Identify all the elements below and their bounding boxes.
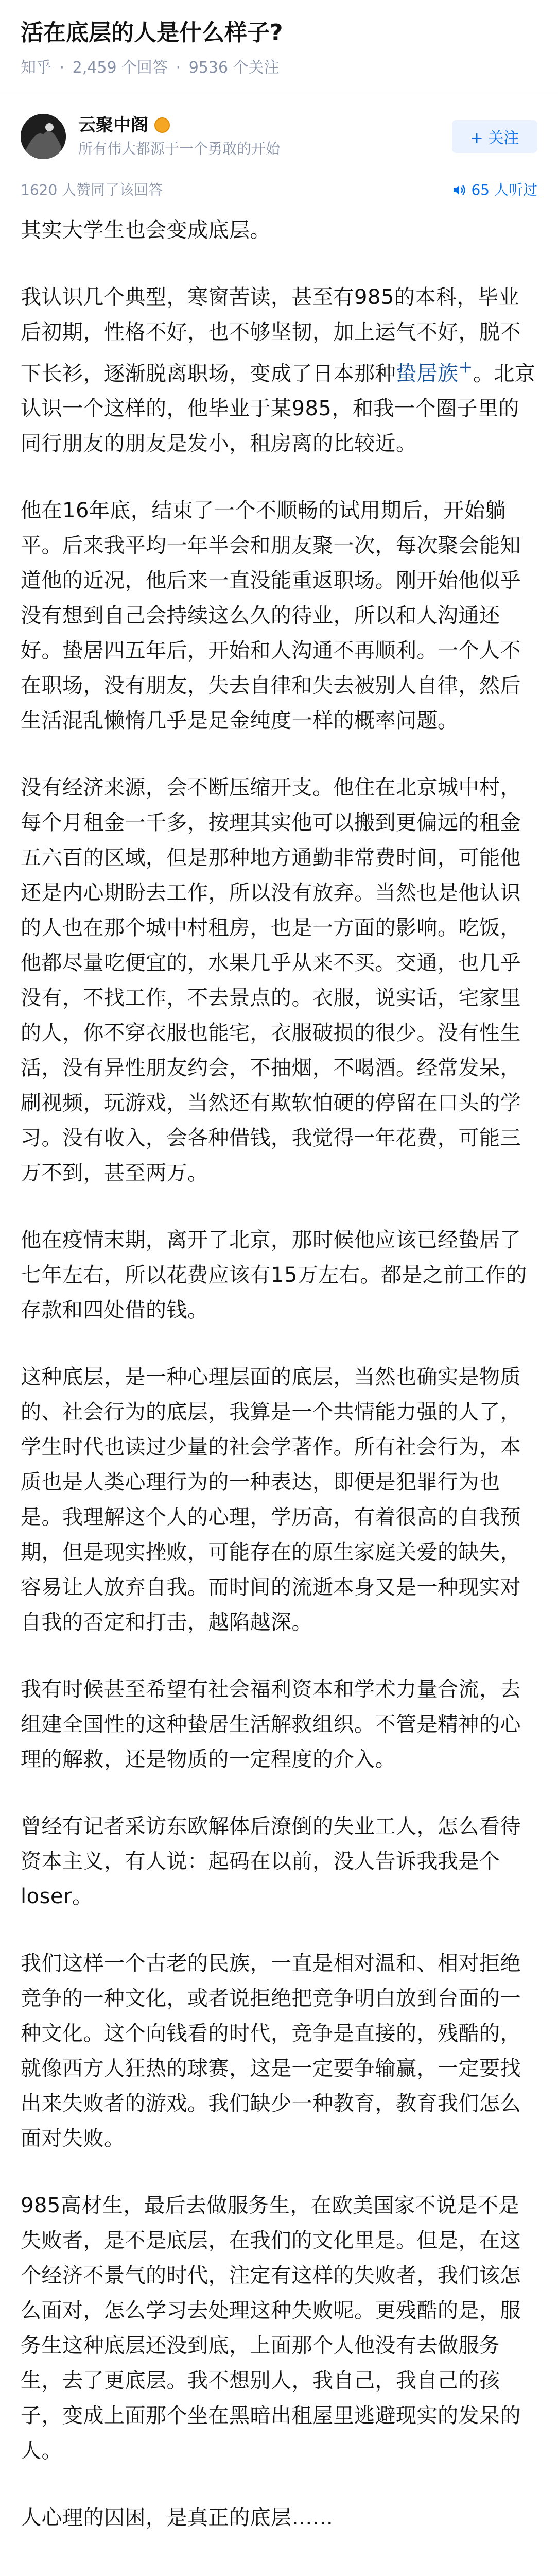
author-bio: 所有伟大都源于一个勇敢的开始: [78, 140, 281, 157]
answer-stats: [0, 165, 558, 200]
vote-count: 1620 人赞同了该回答: [21, 181, 163, 198]
answer-paragraph: [21, 280, 537, 461]
link-text: 蛰居族: [396, 362, 459, 386]
question-title[interactable]: 活在底层的人是什么样子?: [21, 20, 283, 46]
answer-paragraph: 曾经有记者采访东欧解体后潦倒的失业工人，怎么看待资本主义，有人说：起码在以前，没人告诉我我是个loser。: [21, 1815, 521, 1909]
avatar[interactable]: [21, 114, 66, 159]
answer-text: 。北京认识一个这样的，他毕业于某985，和我一个圈子里的同行朋友的朋友是发小，租房离的比较近。: [21, 362, 536, 456]
answer-paragraph: 其实大学生也会变成底层。: [21, 218, 271, 242]
listen-count: 65 人听过: [471, 181, 537, 198]
listen-button[interactable]: [451, 180, 537, 200]
answer-paragraph: 我们这样一个古老的民族，一直是相对温和、相对拒绝竞争的一种文化，或者说拒绝把竞争明白放到台面的一种文化。这个向钱看的时代，竞争是直接的，残酷的，就像西方人狂热的球赛，这是一定要争输赢，一定要找出来失败者的游戏。我们缺少一种教育，教育我们怎么面对失败。: [21, 1952, 521, 2151]
answer-paragraph: 这种底层，是一种心理层面的底层，当然也确实是物质的、社会行为的底层，我算是一个共情能力强的人了，学生时代也读过少量的社会学著作。所有社会行为，本质也是人类心理行为的一种表达，即便是犯罪行为也是。我理解这个人的心理，学历高，有着很高的自我预期，但是现实挫败，可能存在的原生家庭关爱的缺失，容易让人放弃自我。而时间的流逝本身又是一种现实对自我的否定和打击，越陷越深。: [21, 1365, 521, 1635]
answer-text: 我认识几个典型，寒窗苦读，甚至有985的本科，毕业后初期，性格不好，也不够坚韧，加上运气不好，脱不下长衫，逐渐脱离职场，变成了日本那种: [21, 285, 521, 386]
badge-icon: [154, 117, 170, 133]
answer-paragraph: 他在16年底，结束了一个不顺畅的试用期后，开始躺平。后来我平均一年半会和朋友聚一次，每次聚会能知道他的近况，他后来一直没能重返职场。刚开始他似乎没有想到自己会持续这么久的待业，所以和人沟通还好。蛰居四五年后，开始和人沟通不再顺利。一个人不在职场，没有朋友，失去自律和失去被别人自律，然后生活混乱懒惰几乎是足金纯度一样的概率问题。: [21, 499, 521, 733]
answer-paragraph: 985高材生，最后去做服务生，在欧美国家不说是不是失败者，是不是底层，在我们的文化里是。但是，在这个经济不景气的时代，注定有这样的失败者，我们该怎么面对，怎么学习去处理这种失败呢。更残酷的是，服务生这种底层还没到底，上面那个人他没有去做服务生，去了更底层。我不想别人，我自己，我自己的孩子，变成上面那个坐在黑暗出租屋里逃避现实的发呆的人。: [21, 2194, 521, 2463]
meta-separator: ·: [176, 59, 181, 77]
question-meta: [21, 58, 537, 78]
speaker-icon: [451, 182, 467, 198]
link-plus: +: [458, 357, 473, 377]
answer-content: [0, 200, 558, 2535]
author-row: [0, 92, 558, 165]
hikikomori-link[interactable]: [396, 357, 473, 386]
follow-button[interactable]: + 关注: [452, 120, 537, 153]
answer-paragraph: 没有经济来源，会不断压缩开支。他住在北京城中村，每个月租金一千多，按理其实他可以搬到更偏远的租金五六百的区域，但是那种地方通勤非常费时间，可能他还是内心期盼去工作，所以没有放弃。当然也是他认识的人也在那个城中村租房，也是一方面的影响。吃饭，他都尽量吃便宜的，水果几乎从来不买。交通，也几乎没有，不找工作，不去景点的。衣服，说实话，宅家里的人，你不穿衣服也能宅，衣服破损的很少。没有性生活，没有异性朋友约会，不抽烟，不喝酒。经常发呆，刷视频，玩游戏，当然还有欺软怕硬的停留在口头的学习。没有收入，会各种借钱，我觉得一年花费，可能三万不到，甚至两万。: [21, 776, 521, 1185]
answer-paragraph: 我有时候甚至希望有社会福利资本和学术力量合流，去组建全国性的这种蛰居生活解救组织。不管是精神的心理的解救，还是物质的一定程度的介入。: [21, 1677, 521, 1772]
question-header: [0, 0, 558, 78]
author-name[interactable]: 云聚中阁: [78, 115, 148, 135]
author-name-row: [78, 114, 452, 137]
answer-paragraph: 人心理的囚困，是真正的底层……: [21, 2506, 334, 2530]
follower-count: 9536 个关注: [188, 59, 280, 77]
source-label: 知乎: [21, 59, 51, 77]
meta-separator: ·: [59, 59, 65, 77]
answer-count: 2,459 个回答: [72, 59, 168, 77]
author-info: [78, 114, 452, 159]
avatar-image-icon: [21, 114, 66, 159]
answer-paragraph: 他在疫情末期，离开了北京，那时候他应该已经蛰居了七年左右，所以花费应该有15万左右。都是之前工作的存款和四处借的钱。: [21, 1228, 527, 1323]
